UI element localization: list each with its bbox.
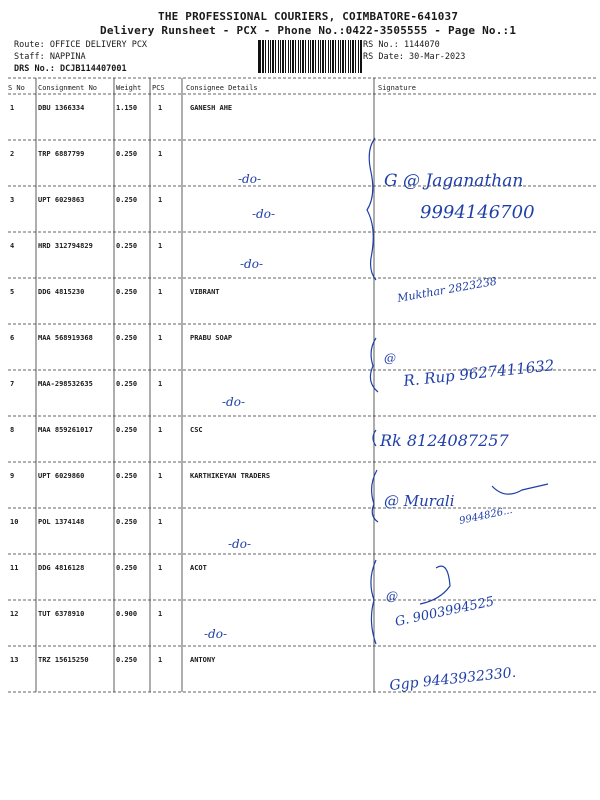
cell-weight: 0.250: [116, 564, 138, 572]
column-header-pcs: PCS: [152, 84, 165, 92]
cell-weight: 0.250: [116, 472, 138, 480]
signature-row-13: Ggp 9443932330.: [388, 664, 517, 694]
page-title: THE PROFESSIONAL COURIERS, COIMBATORE-641037: [158, 10, 459, 23]
cell-consignment: MAA 859261017: [38, 426, 93, 434]
ditto-mark: -do-: [240, 257, 264, 271]
cell-sno: 3: [10, 196, 15, 204]
ditto-mark: -do-: [204, 627, 228, 641]
cell-consignment: DBU 1366334: [38, 104, 85, 112]
cell-pcs: 1: [158, 472, 163, 480]
route-label: Route: OFFICE DELIVERY PCX: [14, 40, 148, 50]
cell-consignee: KARTHIKEYAN TRADERS: [190, 472, 271, 480]
cell-sno: 9: [10, 472, 15, 480]
signature-row-8: Rk 8124087257: [380, 431, 509, 450]
rs-number: RS No.: 1144070: [363, 40, 440, 50]
cell-sno: 12: [10, 610, 19, 618]
cell-sno: 4: [10, 242, 15, 250]
signature-row-2: G @ Jaganathan: [384, 171, 524, 191]
page-subtitle: Delivery Runsheet - PCX - Phone No.:0422-3505555 - Page No.:1: [100, 24, 517, 37]
cell-pcs: 1: [158, 380, 163, 388]
cell-weight: 0.250: [116, 518, 138, 526]
cell-sno: 1: [10, 104, 15, 112]
cell-consignment: POL 1374148: [38, 518, 85, 526]
cell-consignee: CSC: [190, 426, 203, 434]
cell-pcs: 1: [158, 196, 163, 204]
cell-pcs: 1: [158, 610, 163, 618]
cell-consignee: ACOT: [190, 564, 207, 572]
cell-weight: 0.250: [116, 426, 138, 434]
staff-label: Staff: NAPPINA: [14, 52, 86, 62]
cell-consignment: DDG 4815230: [38, 288, 85, 296]
cell-pcs: 1: [158, 104, 163, 112]
cell-consignee: GANESH AHE: [190, 104, 233, 112]
cell-weight: 1.150: [116, 104, 138, 112]
column-header-sno: S No: [8, 84, 25, 92]
cell-consignment: MAA 568919368: [38, 334, 93, 342]
column-header-consignment: Consignment No: [38, 84, 98, 92]
cell-weight: 0.250: [116, 380, 138, 388]
signature-row-5: Mukthar 2823238: [396, 274, 498, 305]
ditto-mark: -do-: [222, 395, 246, 409]
cell-consignee: PRABU SOAP: [190, 334, 233, 342]
cell-consignee: VIBRANT: [190, 288, 220, 296]
signature-row-6: @: [384, 351, 396, 365]
cell-pcs: 1: [158, 656, 163, 664]
cell-pcs: 1: [158, 288, 163, 296]
cell-pcs: 1: [158, 334, 163, 342]
cell-sno: 2: [10, 150, 15, 158]
cell-sno: 13: [10, 656, 19, 664]
cell-consignment: UPT 6029863: [38, 196, 85, 204]
ditto-mark: -do-: [238, 172, 262, 186]
ditto-mark: -do-: [252, 207, 276, 221]
cell-sno: 7: [10, 380, 15, 388]
cell-weight: 0.250: [116, 242, 138, 250]
cell-pcs: 1: [158, 564, 163, 572]
column-header-consignee: Consignee Details: [186, 84, 258, 92]
cell-consignee: ANTONY: [190, 656, 216, 664]
cell-consignment: HRD 312794829: [38, 242, 93, 250]
cell-consignment: MAA-298532635: [38, 380, 93, 388]
cell-weight: 0.900: [116, 610, 138, 618]
cell-pcs: 1: [158, 518, 163, 526]
cell-sno: 11: [10, 564, 19, 572]
ditto-mark: -do-: [228, 537, 252, 551]
cell-sno: 5: [10, 288, 15, 296]
signature-row-9: @ Murali: [384, 492, 455, 510]
rs-date: RS Date: 30-Mar-2023: [363, 52, 466, 62]
cell-consignment: UPT 6029860: [38, 472, 85, 480]
cell-sno: 10: [10, 518, 19, 526]
cell-weight: 0.250: [116, 150, 138, 158]
signature-row-11: @: [386, 589, 398, 603]
cell-consignment: TRZ 15615250: [38, 656, 89, 664]
cell-consignment: DDG 4816128: [38, 564, 85, 572]
cell-sno: 8: [10, 426, 15, 434]
cell-consignment: TRP 6887799: [38, 150, 85, 158]
column-header-weight: Weight: [116, 84, 142, 92]
cell-weight: 0.250: [116, 656, 138, 664]
cell-weight: 0.250: [116, 196, 138, 204]
column-header-signature: Signature: [378, 84, 416, 92]
signature-row-10: 9944826...: [458, 504, 514, 527]
cell-sno: 6: [10, 334, 15, 342]
cell-pcs: 1: [158, 150, 163, 158]
cell-weight: 0.250: [116, 334, 138, 342]
cell-weight: 0.250: [116, 288, 138, 296]
cell-consignment: TUT 6378910: [38, 610, 85, 618]
phone-row-3: 9994146700: [420, 202, 535, 223]
signature-row-12: G. 9003994525: [393, 594, 496, 630]
cell-pcs: 1: [158, 426, 163, 434]
drs-number: DRS No.: DCJB114407001: [14, 64, 127, 74]
cell-pcs: 1: [158, 242, 163, 250]
signature-row-7: R. Rup 9627411632: [402, 356, 556, 390]
